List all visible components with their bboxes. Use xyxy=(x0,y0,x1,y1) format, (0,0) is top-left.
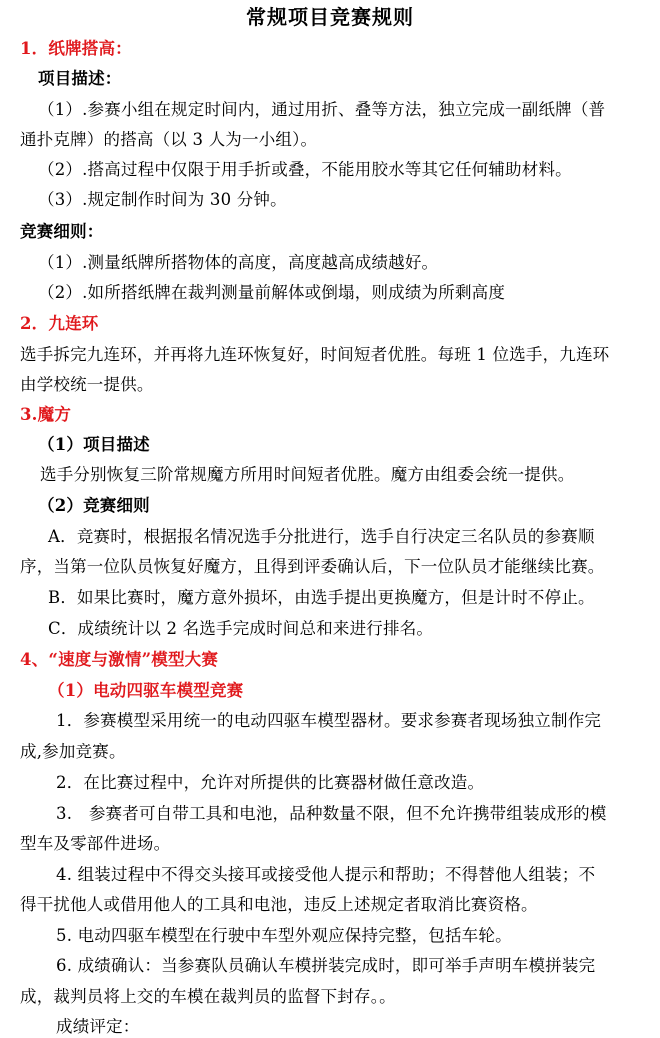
section-1-desc-line: （3）.规定制作时间为 30 分钟。 xyxy=(38,190,287,209)
section-4-item-line: 成,参加竞赛。 xyxy=(20,742,126,761)
section-3-rule-line: A．竞赛时，根据报名情况选手分批进行，选手自行决定三名队员的参赛顺 xyxy=(48,527,595,546)
section-2-text-line: 由学校统一提供。 xyxy=(20,375,154,394)
section-4-grading-label: 成绩评定： xyxy=(56,1017,140,1036)
section-3-subheading: （1）项目描述 xyxy=(38,435,150,454)
section-4-item-line: 5. 电动四驱车模型在行驶中车型外观应保持完整，包括车轮。 xyxy=(56,926,512,945)
section-3-heading: 3.魔方 xyxy=(20,405,72,424)
section-1-desc-line: （1）.参赛小组在规定时间内，通过用折、叠等方法，独立完成一副纸牌（普 xyxy=(38,100,606,119)
section-3-rule-line: C．成绩统计以 2 名选手完成时间总和来进行排名。 xyxy=(48,619,434,638)
section-1-rules-line: （2）.如所搭纸牌在裁判测量前解体或倒塌，则成绩为所剩高度 xyxy=(38,283,506,302)
section-4-item-line: 3. 参赛者可自带工具和电池，品种数量不限，但不允许携带组装成形的模 xyxy=(56,804,607,823)
section-3-subheading: （2）竞赛细则 xyxy=(38,496,150,515)
section-1-rules-line: （1）.测量纸牌所搭物体的高度，高度越高成绩越好。 xyxy=(38,253,439,272)
section-1-rules-heading: 竞赛细则： xyxy=(20,222,104,241)
section-1-desc-line: （2）.搭高过程中仅限于用手折或叠，不能用胶水等其它任何辅助材料。 xyxy=(38,160,572,179)
section-4-item-line: 2．在比赛过程中，允许对所提供的比赛器材做任意改造。 xyxy=(56,773,485,792)
section-1-desc-heading: 项目描述： xyxy=(38,69,122,88)
section-1-heading: 1．纸牌搭高： xyxy=(20,39,132,58)
section-4-item-line: 6. 成绩确认：当参赛队员确认车模拼装完成时，即可举手声明车模拼装完 xyxy=(56,956,596,975)
section-4-item-line: 型车及零部件进场。 xyxy=(20,834,171,853)
section-4-subheading: （1）电动四驱车模型竞赛 xyxy=(48,681,244,700)
section-4-item-line: 成，裁判员将上交的车模在裁判员的监督下封存。。 xyxy=(20,987,396,1006)
section-3-rule-line: 序，当第一位队员恢复好魔方，且得到评委确认后，下一位队员才能继续比赛。 xyxy=(20,557,605,576)
section-4-item-line: 得干扰他人或借用他人的工具和电池，违反上述规定者取消比赛资格。 xyxy=(20,895,538,914)
section-3-desc-line: 选手分别恢复三阶常规魔方所用时间短者优胜。魔方由组委会统一提供。 xyxy=(40,465,575,484)
section-4-item-line: 4. 组装过程中不得交头接耳或接受他人提示和帮助；不得替他人组装；不 xyxy=(56,865,596,884)
section-4-item-line: 1．参赛模型采用统一的电动四驱车模型器材。要求参赛者现场独立制作完 xyxy=(56,711,602,730)
page-title: 常规项目竞赛规则 xyxy=(246,5,414,29)
section-3-rule-line: B．如果比赛时，魔方意外损坏，由选手提出更换魔方，但是计时不停止。 xyxy=(48,588,595,607)
section-1-desc-line: 通扑克牌）的搭高（以 3 人为一小组）。 xyxy=(20,130,318,149)
section-2-text-line: 选手拆完九连环，并再将九连环恢复好，时间短者优胜。每班 1 位选手，九连环 xyxy=(20,345,610,364)
section-4-heading: 4、“速度与激情”模型大赛 xyxy=(20,650,219,669)
section-2-heading: 2．九连环 xyxy=(20,314,99,333)
